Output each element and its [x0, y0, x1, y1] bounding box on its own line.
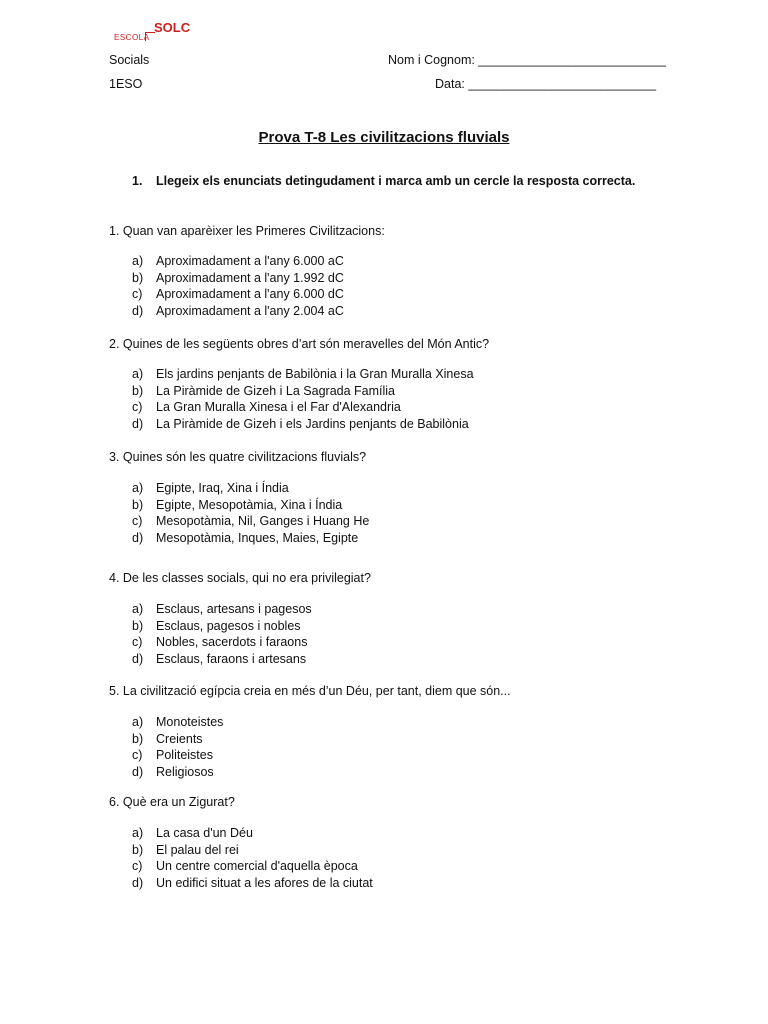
option-letter: b)	[132, 842, 144, 857]
option-letter: c)	[132, 859, 143, 873]
option-text: Aproximadament a l'any 1.992 dC	[156, 270, 344, 285]
option-letter: c)	[132, 400, 143, 414]
option-text: La Gran Muralla Xinesa i el Far d'Alexandria	[156, 400, 401, 414]
option-letter: b)	[132, 731, 144, 746]
option-letter: a)	[132, 826, 144, 840]
option-text: Un edifici situat a les afores de la ciutat	[156, 875, 373, 890]
instruction-number: 1.	[132, 174, 143, 188]
option	[132, 367, 474, 384]
exam-title: Prova T-8 Les civilitzacions fluvials	[258, 129, 510, 146]
option-letter: c)	[132, 748, 143, 762]
option	[132, 400, 474, 417]
question-6: 6. Què era un Zigurat?	[109, 795, 235, 809]
option	[132, 498, 369, 515]
option	[132, 826, 373, 843]
option-text: La casa d'un Déu	[156, 826, 253, 840]
option	[132, 748, 223, 765]
option-letter: b)	[132, 270, 144, 285]
option-text: Nobles, sacerdots i faraons	[156, 635, 308, 649]
option-text: Politeistes	[156, 748, 213, 762]
question-3: 3. Quines són les quatre civilitzacions fluvials?	[109, 450, 367, 464]
option	[132, 481, 369, 498]
option	[132, 514, 369, 531]
option-text: La Piràmide de Gizeh i els Jardins penjants de Babilònia	[156, 416, 469, 431]
option-letter: d)	[132, 651, 144, 666]
option-text: Monoteistes	[156, 715, 224, 729]
question-5: 5. La civilització egípcia creia en més d’un Déu, per tant, diem que són...	[109, 684, 511, 698]
option-letter: d)	[132, 764, 144, 779]
option-letter: c)	[132, 514, 143, 528]
instruction	[132, 174, 635, 188]
options-3	[132, 481, 369, 547]
question-1: 1. Quan van aparèixer les Primeres Civilitzacions:	[109, 224, 385, 238]
logo-solc-text: SOLC	[154, 20, 191, 35]
option	[132, 304, 344, 321]
subject-label: Socials	[109, 53, 150, 67]
option-letter: a)	[132, 715, 144, 729]
option-letter: a)	[132, 602, 144, 616]
option-text: Esclaus, artesans i pagesos	[156, 602, 312, 616]
option	[132, 732, 223, 749]
option-text: Els jardins penjants de Babilònia i la Gran Muralla Xinesa	[156, 367, 474, 381]
options-4	[132, 602, 312, 668]
option-letter: c)	[132, 635, 143, 649]
date-field-label: Data: ___________________________	[435, 77, 657, 91]
option-text: Creients	[156, 731, 203, 746]
options-6	[132, 826, 373, 892]
option-letter: d)	[132, 303, 144, 318]
option	[132, 843, 373, 860]
option-text: Mesopotàmia, Nil, Ganges i Huang He	[156, 514, 370, 528]
option-text: Esclaus, pagesos i nobles	[156, 618, 301, 633]
option	[132, 384, 474, 401]
option	[132, 417, 474, 434]
options-1	[132, 254, 344, 320]
logo-escola-text: ESCOLA	[114, 33, 150, 42]
option-text: Un centre comercial d'aquella època	[156, 859, 358, 873]
option	[132, 715, 223, 732]
option-letter: b)	[132, 383, 144, 398]
option-text: Mesopotàmia, Inques, Maies, Egipte	[156, 530, 359, 545]
options-2	[132, 367, 474, 433]
option	[132, 271, 344, 288]
option	[132, 602, 312, 619]
option	[132, 254, 344, 271]
instruction-text: Llegeix els enunciats detingudament i marca amb un cercle la resposta correcta.	[156, 174, 636, 188]
option	[132, 531, 369, 548]
option	[132, 876, 373, 893]
option-letter: b)	[132, 618, 144, 633]
option	[132, 652, 312, 669]
option-text: Egipte, Iraq, Xina i Índia	[156, 481, 289, 495]
name-field-label: Nom i Cognom: ___________________________	[388, 53, 667, 67]
option-letter: b)	[132, 497, 144, 512]
option-letter: a)	[132, 481, 144, 495]
question-2: 2. Quines de les següents obres d’art són meravelles del Món Antic?	[109, 337, 490, 351]
option-letter: d)	[132, 875, 144, 890]
question-4: 4. De les classes socials, qui no era privilegiat?	[109, 571, 371, 585]
option	[132, 619, 312, 636]
option-text: Egipte, Mesopotàmia, Xina i Índia	[156, 497, 343, 512]
option-text: Aproximadament a l'any 6.000 aC	[156, 254, 344, 268]
option	[132, 635, 312, 652]
option-text: Religiosos	[156, 764, 214, 779]
option-letter: a)	[132, 367, 144, 381]
option	[132, 765, 223, 782]
option-text: La Piràmide de Gizeh i La Sagrada Família	[156, 383, 396, 398]
grade-label: 1ESO	[109, 77, 143, 91]
options-5	[132, 715, 223, 781]
option-text: El palau del rei	[156, 842, 239, 857]
option-text: Esclaus, faraons i artesans	[156, 651, 307, 666]
school-logo	[114, 20, 204, 46]
option-text: Aproximadament a l'any 6.000 dC	[156, 287, 344, 301]
option-letter: d)	[132, 416, 144, 431]
option-letter: a)	[132, 254, 144, 268]
option	[132, 859, 373, 876]
option-text: Aproximadament a l'any 2.004 aC	[156, 303, 344, 318]
option-letter: c)	[132, 287, 143, 301]
option-letter: d)	[132, 530, 144, 545]
option	[132, 287, 344, 304]
